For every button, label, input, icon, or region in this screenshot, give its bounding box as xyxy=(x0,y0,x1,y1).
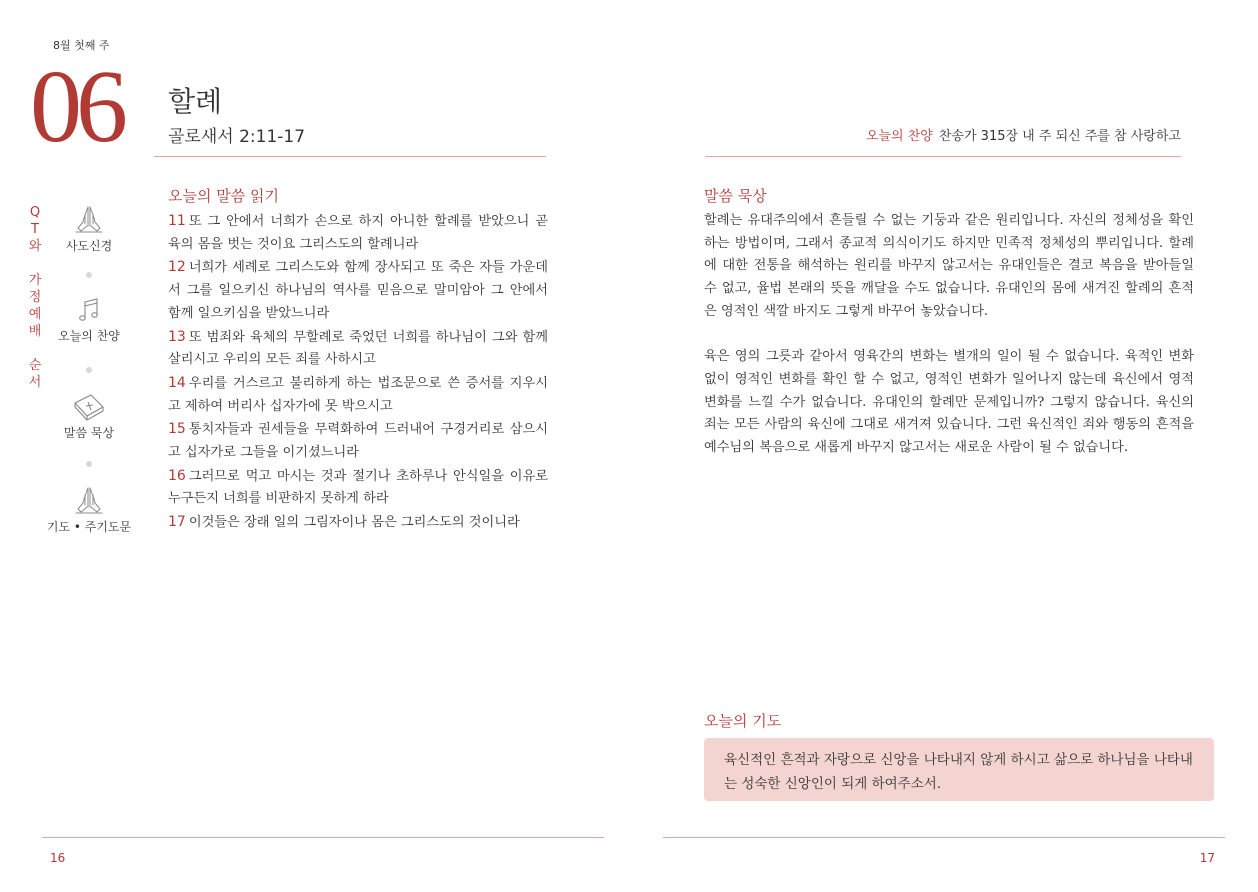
verse-text: 그러므로 먹고 마시는 것과 절기나 초하루나 안식일을 이유로 누구든지 너희를 비판하지 못하게 하라 xyxy=(168,468,548,507)
vertical-char: 순 xyxy=(28,358,42,373)
vertical-char: 서 xyxy=(28,375,42,390)
vertical-char: Q xyxy=(29,205,41,220)
verse-text: 통치자들과 권세들을 무력화하여 드러내어 구경거리로 삼으시고 십자가로 그들을 이기셨느니라 xyxy=(168,422,548,461)
verse-number: 11 xyxy=(168,213,186,229)
verse xyxy=(168,418,548,464)
verse-number: 15 xyxy=(168,421,186,438)
nav-item-apostles-creed[interactable] xyxy=(45,204,133,254)
music-note-icon xyxy=(72,296,106,326)
vertical-char: 가 xyxy=(28,273,42,288)
verse-text: 또 범죄와 육체의 무할례로 죽었던 너희를 하나님이 그와 함께 살리시고 우리의 모든 죄를 사하시고 xyxy=(168,329,548,368)
page-title: 할례 xyxy=(168,85,223,118)
hymn-text: 찬송가 315장 내 주 되신 주를 참 사랑하고 xyxy=(938,129,1181,144)
nav-item-prayer[interactable] xyxy=(45,485,133,535)
nav-label: 기도 • 주기도문 xyxy=(46,520,132,534)
verse-number: 14 xyxy=(168,374,186,391)
meditation-paragraph: 육은 영의 그릇과 같아서 영육간의 변화는 별개의 일이 될 수 없습니다. 육적인 변화 없이 영적인 변화를 확인 할 수 없고, 영적인 변화가 일어나지 않는데 육신에서 영적 변화를 느낄 수가 없습니다. 유대인의 할례만 문제입니까? 그렇지 않습니다. 육신의 죄는 모든 사람의 육신에 그대로 새겨져 있습니다. 그런 육신적인 죄와 행동의 흔적을 예수님의 복음으로 새롭게 바꾸지 않고서는 새로운 사람이 될 수 없습니다. xyxy=(704,349,1194,456)
verse-number: 17 xyxy=(168,514,186,531)
verse-text: 너희가 세례로 그리스도와 함께 장사되고 또 죽은 자들 가운데서 그를 일으키신 하나님의 역사를 믿음으로 말미암아 그 안에서 함께 일으키심을 받았느니라 xyxy=(168,260,548,321)
verse-text: 이것들은 장래 일의 그림자이나 몸은 그리스도의 것이니라 xyxy=(188,515,520,531)
verse xyxy=(168,210,548,256)
vertical-char: 배 xyxy=(28,324,42,339)
meditation-paragraph: 할례는 유대주의에서 흔들릴 수 없는 기둥과 같은 원리입니다. 자신의 정체성을 확인하는 방법이며, 그래서 종교적 의식이기도 하지만 민족적 정체성의 뿌리입니다. 할례에 대한 전통을 해석하는 원리를 바꾸지 않고서는 유대인들은 결코 복음을 받아들일 수 없고, 율법 본래의 뜻을 깨달을 수도 없습니다. 유대인의 몸에 새겨진 할례의 흔적은 영적인 색깔 바지도 그렇게 바꾸어 놓았습니다. xyxy=(704,213,1194,319)
verse xyxy=(168,326,548,372)
prayer-heading: 오늘의 기도 xyxy=(704,712,782,730)
vertical-char: T xyxy=(31,222,39,237)
vertical-char: 정 xyxy=(28,290,42,305)
scripture-text xyxy=(168,210,548,535)
nav-separator-dot xyxy=(86,272,92,278)
verse-number: 16 xyxy=(168,467,186,484)
verse-text: 우리를 거스르고 불리하게 하는 법조문으로 쓴 증서를 지우시고 제하여 버리사 십자가에 못 박으시고 xyxy=(168,375,548,414)
scripture-reference: 골로새서 2:11-17 xyxy=(168,127,306,147)
page-number-right: 17 xyxy=(1199,851,1215,865)
divider xyxy=(154,156,546,157)
vertical-char xyxy=(27,340,43,357)
nav-separator-dot xyxy=(86,367,92,373)
meditation-text xyxy=(704,210,1194,482)
verse xyxy=(168,465,548,511)
nav-label: 오늘의 찬양 xyxy=(58,329,120,343)
footer-divider xyxy=(42,837,604,838)
vertical-char xyxy=(27,255,43,272)
divider xyxy=(705,156,1181,157)
verse xyxy=(168,372,548,418)
verse xyxy=(168,256,548,325)
bible-icon xyxy=(71,391,107,423)
prayer-box xyxy=(704,738,1214,801)
nav-label: 말씀 묵상 xyxy=(63,426,115,440)
nav-separator-dot xyxy=(86,461,92,467)
page-number-left: 16 xyxy=(50,851,66,865)
vertical-char: 예 xyxy=(28,307,42,322)
day-number: 06 xyxy=(30,49,122,164)
verse-number: 13 xyxy=(168,328,186,345)
verse xyxy=(168,511,548,535)
today-hymn xyxy=(866,125,1181,144)
nav-label: 사도신경 xyxy=(65,239,113,253)
verse-text: 또 그 안에서 너희가 손으로 하지 아니한 할례를 받았으니 곧 육의 몸을 벗는 것이요 그리스도의 할례니라 xyxy=(168,214,548,252)
prayer-text: 육신적인 흔적과 자랑으로 신앙을 나타내지 않게 하시고 삶으로 하나님을 나타내는 성숙한 신앙인이 되게 하여주소서. xyxy=(724,752,1193,792)
hymn-label: 오늘의 찬양 xyxy=(865,129,933,144)
praying-hands-icon xyxy=(72,485,106,517)
praying-hands-icon xyxy=(72,204,106,236)
meditation-heading: 말씀 묵상 xyxy=(704,187,767,205)
reading-heading: 오늘의 말씀 읽기 xyxy=(168,187,279,205)
nav-item-meditation[interactable] xyxy=(45,391,133,441)
vertical-order-label xyxy=(27,204,43,391)
verse-number: 12 xyxy=(168,259,186,276)
vertical-char: 와 xyxy=(28,239,42,254)
week-label: 8월 첫째 주 xyxy=(53,39,110,52)
nav-item-hymn[interactable] xyxy=(45,296,133,344)
footer-divider xyxy=(663,837,1225,838)
